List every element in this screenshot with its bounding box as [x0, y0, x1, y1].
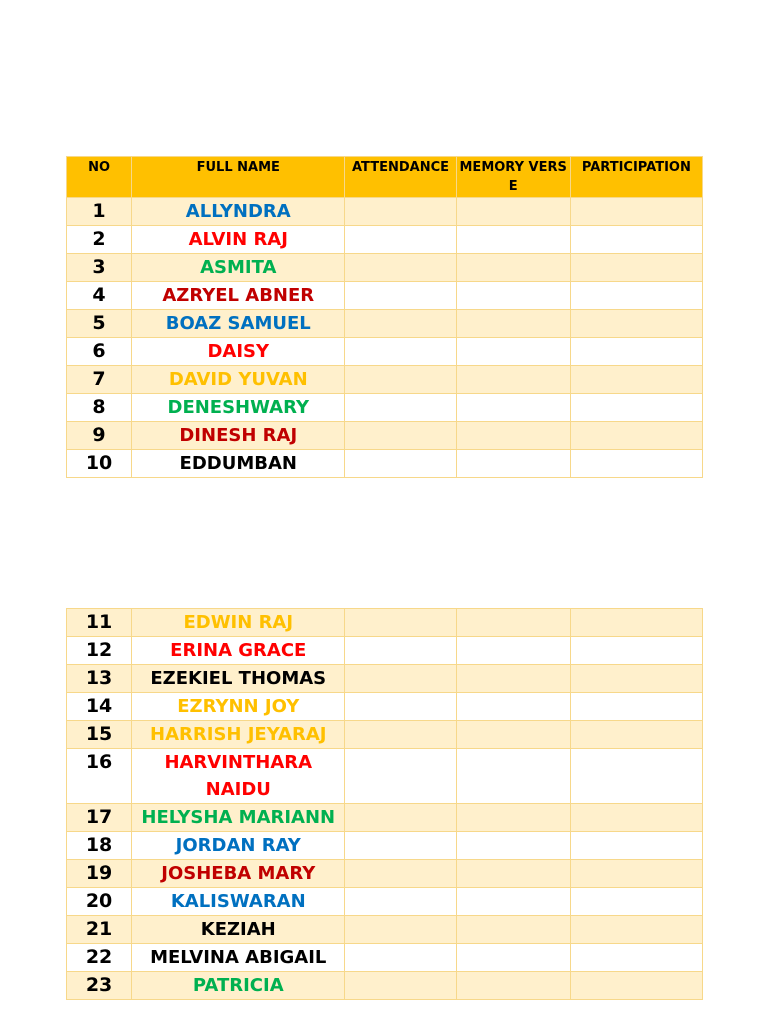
roster-table-2	[66, 608, 703, 1000]
table-header-row	[67, 157, 703, 198]
participation-cell[interactable]	[570, 198, 702, 226]
table-row	[67, 609, 703, 637]
student-name: DAISY	[132, 338, 345, 366]
row-number: 21	[67, 916, 132, 944]
attendance-cell[interactable]	[345, 693, 456, 721]
memory-verse-cell[interactable]	[456, 972, 570, 1000]
memory-verse-cell[interactable]	[456, 916, 570, 944]
participation-cell[interactable]	[570, 450, 702, 478]
participation-cell[interactable]	[570, 609, 702, 637]
participation-cell[interactable]	[570, 749, 702, 804]
table-row	[67, 749, 703, 804]
attendance-cell[interactable]	[345, 198, 456, 226]
table-row	[67, 916, 703, 944]
student-name: DINESH RAJ	[132, 422, 345, 450]
row-number: 20	[67, 888, 132, 916]
student-name: EZRYNN JOY	[132, 693, 345, 721]
participation-cell[interactable]	[570, 944, 702, 972]
header-attendance: ATTENDANCE	[345, 157, 456, 198]
student-name: HARRISH JEYARAJ	[132, 721, 345, 749]
participation-cell[interactable]	[570, 832, 702, 860]
attendance-cell[interactable]	[345, 394, 456, 422]
roster-body-2	[67, 609, 703, 1000]
memory-verse-cell[interactable]	[456, 450, 570, 478]
table-row	[67, 832, 703, 860]
attendance-cell[interactable]	[345, 422, 456, 450]
row-number: 6	[67, 338, 132, 366]
student-name: KEZIAH	[132, 916, 345, 944]
row-number: 15	[67, 721, 132, 749]
row-number: 17	[67, 804, 132, 832]
table-row	[67, 860, 703, 888]
participation-cell[interactable]	[570, 888, 702, 916]
header-memory-verse: MEMORY VERSE	[456, 157, 570, 198]
memory-verse-cell[interactable]	[456, 860, 570, 888]
table-row	[67, 310, 703, 338]
student-name: ALVIN RAJ	[132, 226, 345, 254]
memory-verse-cell[interactable]	[456, 721, 570, 749]
attendance-cell[interactable]	[345, 226, 456, 254]
student-name: HELYSHA MARIANN	[132, 804, 345, 832]
row-number: 8	[67, 394, 132, 422]
student-name: JORDAN RAY	[132, 832, 345, 860]
student-name: JOSHEBA MARY	[132, 860, 345, 888]
row-number: 16	[67, 749, 132, 804]
attendance-cell[interactable]	[345, 721, 456, 749]
student-name: EDDUMBAN	[132, 450, 345, 478]
row-number: 13	[67, 665, 132, 693]
table-row	[67, 366, 703, 394]
memory-verse-cell[interactable]	[456, 282, 570, 310]
student-name: DAVID YUVAN	[132, 366, 345, 394]
memory-verse-cell[interactable]	[456, 832, 570, 860]
memory-verse-cell[interactable]	[456, 609, 570, 637]
student-name: EDWIN RAJ	[132, 609, 345, 637]
row-number: 7	[67, 366, 132, 394]
student-name: ASMITA	[132, 254, 345, 282]
table-row	[67, 198, 703, 226]
table-row	[67, 394, 703, 422]
participation-cell[interactable]	[570, 394, 702, 422]
student-name: AZRYEL ABNER	[132, 282, 345, 310]
attendance-cell[interactable]	[345, 888, 456, 916]
participation-cell[interactable]	[570, 916, 702, 944]
row-number: 1	[67, 198, 132, 226]
memory-verse-cell[interactable]	[456, 693, 570, 721]
attendance-cell[interactable]	[345, 972, 456, 1000]
table-row	[67, 804, 703, 832]
row-number: 4	[67, 282, 132, 310]
attendance-cell[interactable]	[345, 665, 456, 693]
table-row	[67, 888, 703, 916]
memory-verse-cell[interactable]	[456, 198, 570, 226]
table-row	[67, 721, 703, 749]
table-row	[67, 693, 703, 721]
row-number: 22	[67, 944, 132, 972]
student-name: MELVINA ABIGAIL	[132, 944, 345, 972]
table-row	[67, 338, 703, 366]
table-row	[67, 422, 703, 450]
row-number: 2	[67, 226, 132, 254]
roster-body-1	[67, 198, 703, 478]
student-name: DENESHWARY	[132, 394, 345, 422]
participation-cell[interactable]	[570, 804, 702, 832]
memory-verse-cell[interactable]	[456, 310, 570, 338]
row-number: 12	[67, 637, 132, 665]
row-number: 5	[67, 310, 132, 338]
attendance-cell[interactable]	[345, 282, 456, 310]
memory-verse-cell[interactable]	[456, 749, 570, 804]
row-number: 14	[67, 693, 132, 721]
attendance-cell[interactable]	[345, 366, 456, 394]
student-name: HARVINTHARA NAIDU	[132, 749, 345, 804]
table-row	[67, 665, 703, 693]
memory-verse-cell[interactable]	[456, 888, 570, 916]
row-number: 9	[67, 422, 132, 450]
row-number: 11	[67, 609, 132, 637]
roster-table-1	[66, 156, 703, 478]
student-name: PATRICIA	[132, 972, 345, 1000]
row-number: 18	[67, 832, 132, 860]
attendance-cell[interactable]	[345, 338, 456, 366]
attendance-cell[interactable]	[345, 254, 456, 282]
attendance-cell[interactable]	[345, 637, 456, 665]
attendance-cell[interactable]	[345, 310, 456, 338]
participation-cell[interactable]	[570, 338, 702, 366]
student-name: BOAZ SAMUEL	[132, 310, 345, 338]
participation-cell[interactable]	[570, 693, 702, 721]
participation-cell[interactable]	[570, 254, 702, 282]
participation-cell[interactable]	[570, 282, 702, 310]
table-row	[67, 944, 703, 972]
participation-cell[interactable]	[570, 665, 702, 693]
attendance-cell[interactable]	[345, 749, 456, 804]
attendance-cell[interactable]	[345, 832, 456, 860]
participation-cell[interactable]	[570, 972, 702, 1000]
participation-cell[interactable]	[570, 226, 702, 254]
attendance-cell[interactable]	[345, 860, 456, 888]
attendance-cell[interactable]	[345, 450, 456, 478]
student-name: EZEKIEL THOMAS	[132, 665, 345, 693]
memory-verse-cell[interactable]	[456, 394, 570, 422]
memory-verse-cell[interactable]	[456, 804, 570, 832]
row-number: 3	[67, 254, 132, 282]
participation-cell[interactable]	[570, 637, 702, 665]
table-row	[67, 972, 703, 1000]
header-no: NO	[67, 157, 132, 198]
memory-verse-cell[interactable]	[456, 944, 570, 972]
memory-verse-cell[interactable]	[456, 254, 570, 282]
memory-verse-cell[interactable]	[456, 665, 570, 693]
table-row	[67, 226, 703, 254]
student-name: ERINA GRACE	[132, 637, 345, 665]
table-row	[67, 637, 703, 665]
table-row	[67, 282, 703, 310]
participation-cell[interactable]	[570, 860, 702, 888]
participation-cell[interactable]	[570, 721, 702, 749]
attendance-cell[interactable]	[345, 944, 456, 972]
attendance-cell[interactable]	[345, 804, 456, 832]
student-name: ALLYNDRA	[132, 198, 345, 226]
row-number: 19	[67, 860, 132, 888]
participation-cell[interactable]	[570, 422, 702, 450]
table-row	[67, 254, 703, 282]
participation-cell[interactable]	[570, 310, 702, 338]
participation-cell[interactable]	[570, 366, 702, 394]
memory-verse-cell[interactable]	[456, 338, 570, 366]
student-name: KALISWARAN	[132, 888, 345, 916]
memory-verse-cell[interactable]	[456, 366, 570, 394]
row-number: 23	[67, 972, 132, 1000]
attendance-cell[interactable]	[345, 916, 456, 944]
header-participation: PARTICIPATION	[570, 157, 702, 198]
row-number: 10	[67, 450, 132, 478]
attendance-cell[interactable]	[345, 609, 456, 637]
table-row	[67, 450, 703, 478]
memory-verse-cell[interactable]	[456, 637, 570, 665]
memory-verse-cell[interactable]	[456, 226, 570, 254]
memory-verse-cell[interactable]	[456, 422, 570, 450]
header-full-name: FULL NAME	[132, 157, 345, 198]
